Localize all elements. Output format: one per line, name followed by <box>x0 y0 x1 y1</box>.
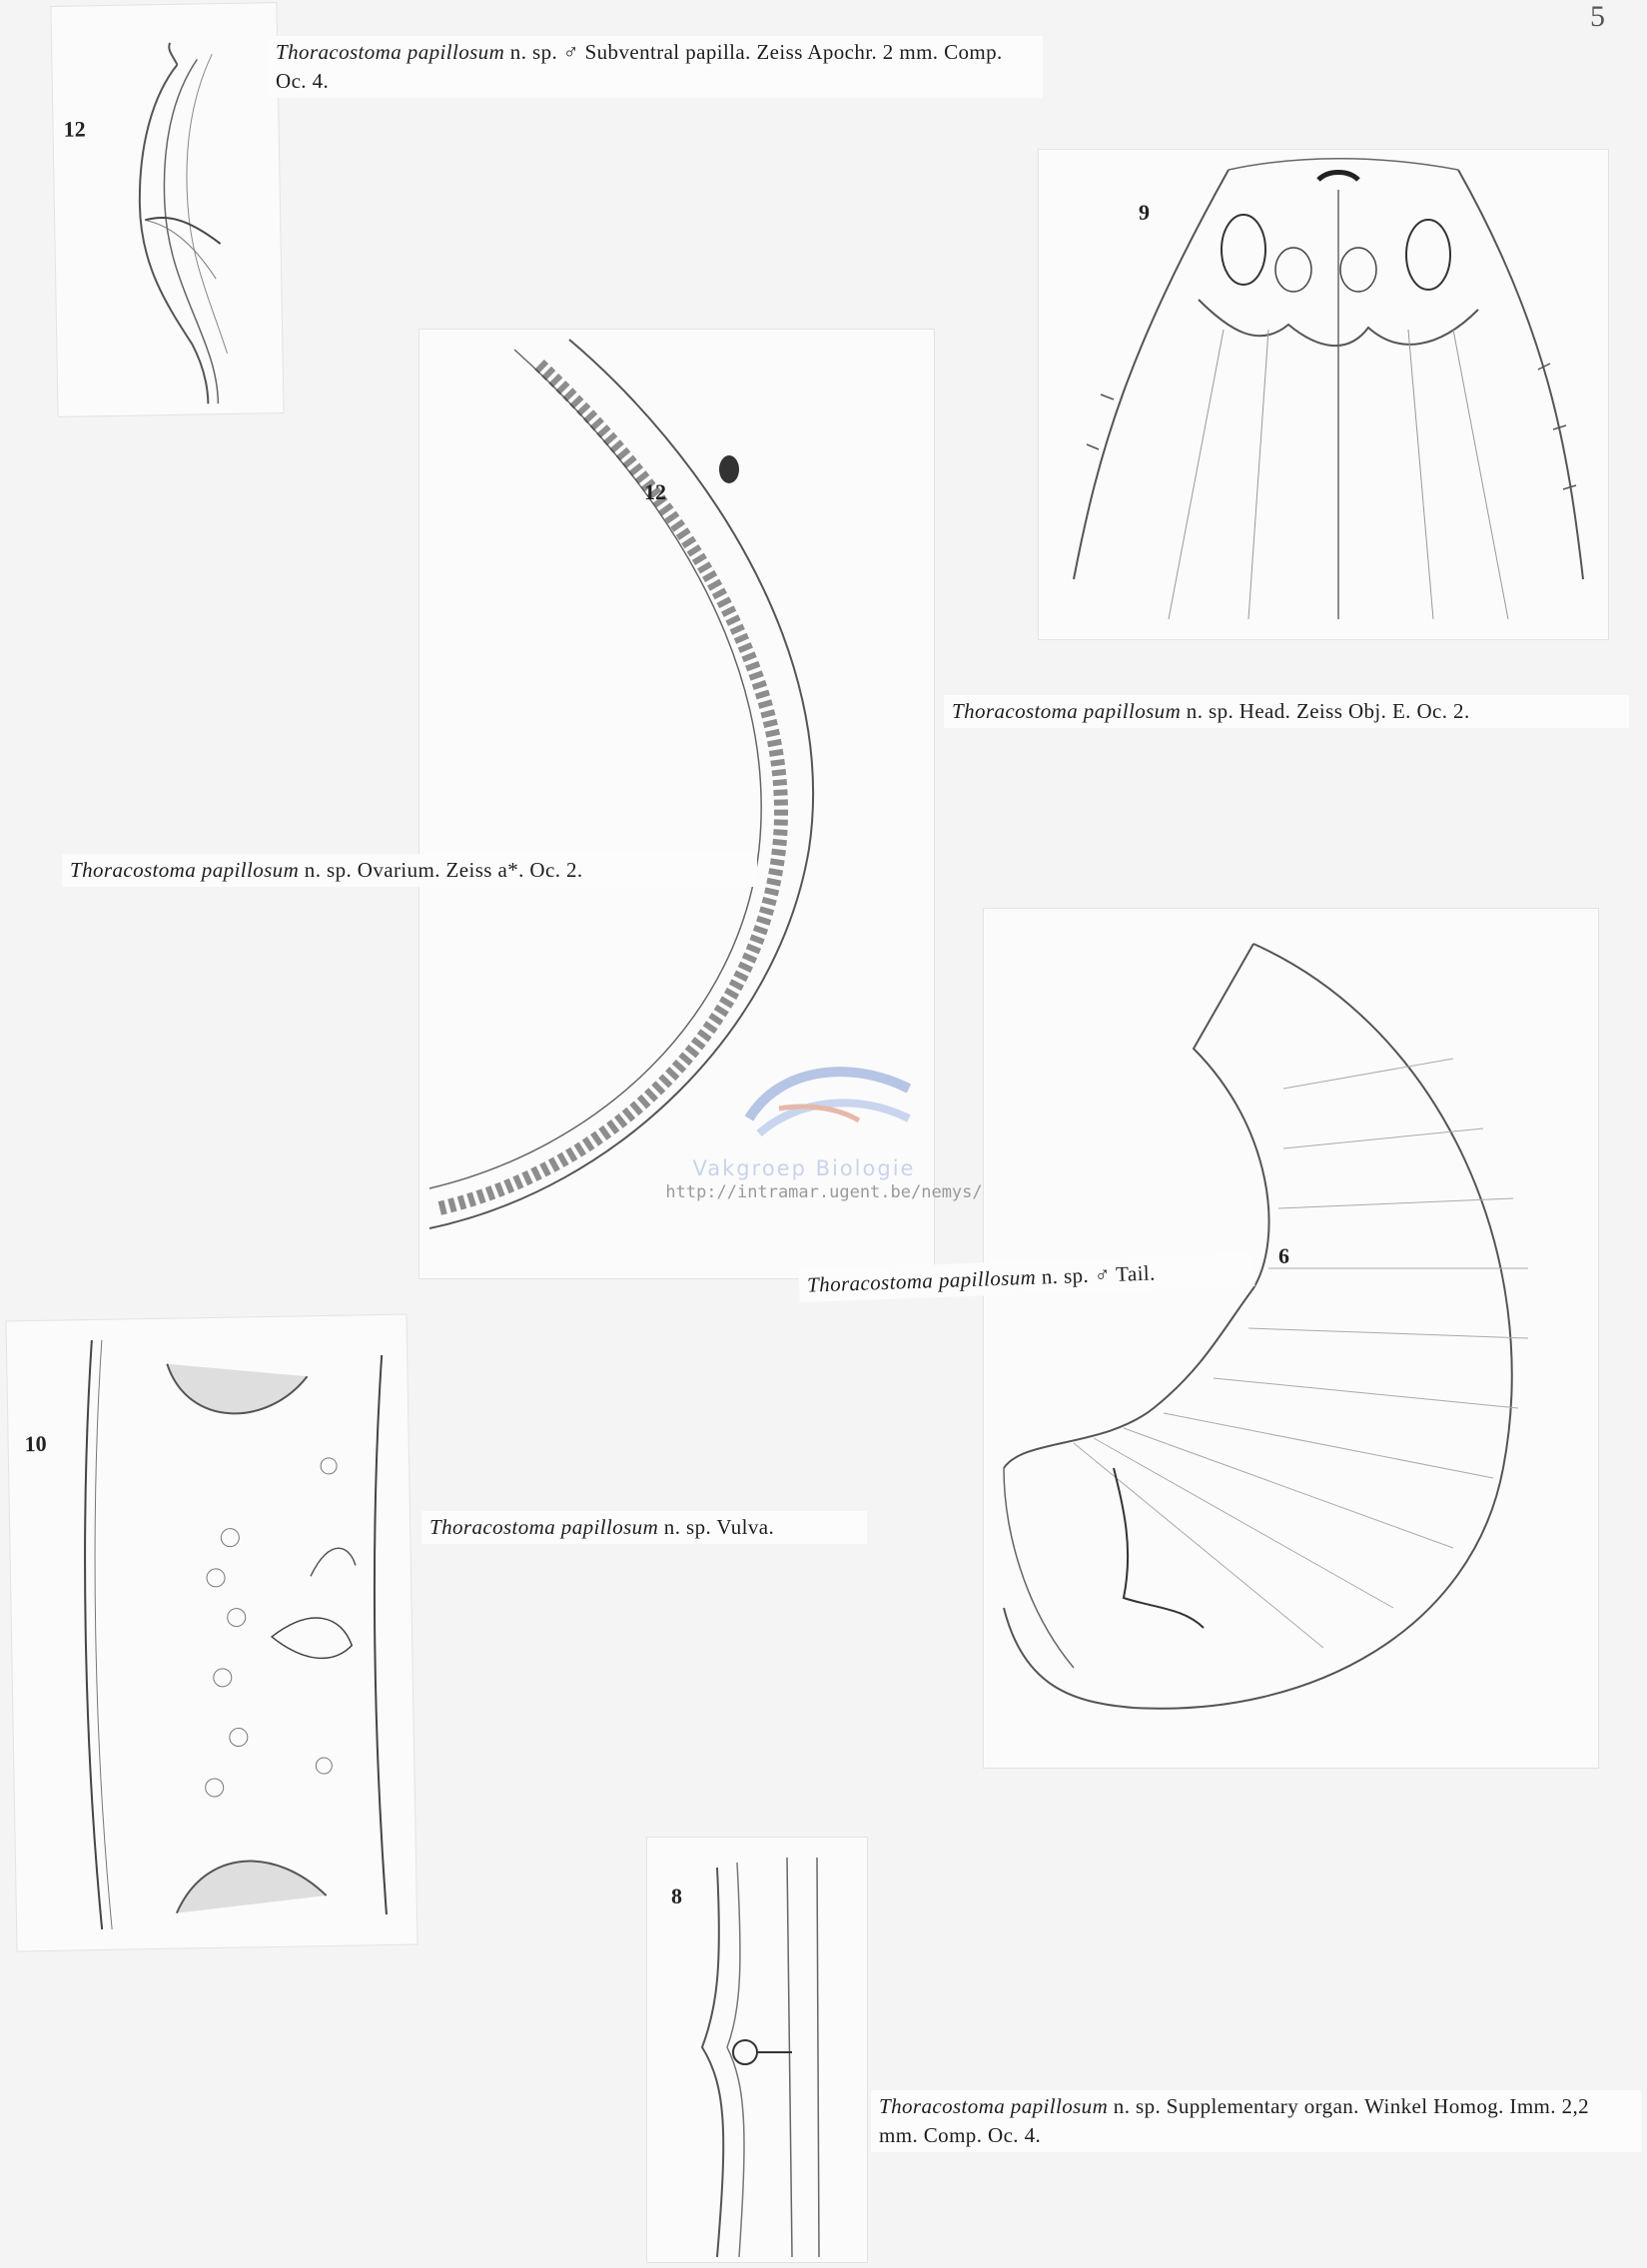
species-name: Thoracostoma papillosum <box>952 699 1182 723</box>
species-name: Thoracostoma papillosum <box>429 1515 659 1539</box>
figure-number: 12 <box>63 116 86 142</box>
figure-number: 12 <box>644 479 666 504</box>
figure-number: 9 <box>1139 200 1150 225</box>
watermark-url[interactable]: http://intramar.ugent.be/nemys/ <box>665 1182 983 1202</box>
caption-text: n. sp. Ovarium. Zeiss a*. Oc. 2. <box>299 858 583 882</box>
figure-tail <box>984 909 1598 1768</box>
caption-text: n. sp. Supplementary organ. Winkel Homog. Imm. 2,2 mm. Comp. Oc. 4. <box>879 2094 1590 2147</box>
figure-head <box>1039 150 1608 639</box>
species-name: Thoracostoma papillosum <box>276 40 505 64</box>
caption-ovarium <box>62 854 757 887</box>
caption-supplementary-organ <box>871 2090 1641 2152</box>
caption-head <box>944 695 1629 728</box>
species-name: Thoracostoma papillosum <box>879 2094 1109 2118</box>
caption-text: n. sp. Head. Zeiss Obj. E. Oc. 2. <box>1181 699 1470 723</box>
vulva-drawing <box>7 1315 417 1951</box>
figure-subventral-papilla <box>51 3 283 416</box>
tail-drawing <box>984 909 1598 1768</box>
figure-number: 8 <box>671 1884 682 1908</box>
figure-number: 10 <box>24 1430 47 1457</box>
watermark <box>659 1049 989 1208</box>
caption-vulva <box>421 1511 867 1544</box>
caption-text: n. sp. ♂ Tail. <box>1035 1260 1157 1289</box>
wave-logo-icon <box>739 1049 919 1138</box>
figure-supplementary-organ <box>647 1838 867 2262</box>
watermark-label: Vakgroep Biologie <box>692 1156 916 1180</box>
caption-text: n. sp. Vulva. <box>658 1515 775 1539</box>
subventral-papilla-drawing <box>51 3 283 416</box>
figure-vulva <box>7 1315 417 1951</box>
page-number: 5 <box>1590 0 1605 33</box>
species-name: Thoracostoma papillosum <box>70 858 300 882</box>
head-drawing <box>1039 150 1608 639</box>
figure-number: 6 <box>1278 1243 1289 1268</box>
species-name: Thoracostoma papillosum <box>806 1264 1037 1297</box>
caption-text: n. sp. ♂ Subventral papilla. Zeiss Apochr. 2 mm. Comp. Oc. 4. <box>276 40 1003 93</box>
caption-subventral-papilla <box>268 36 1043 98</box>
